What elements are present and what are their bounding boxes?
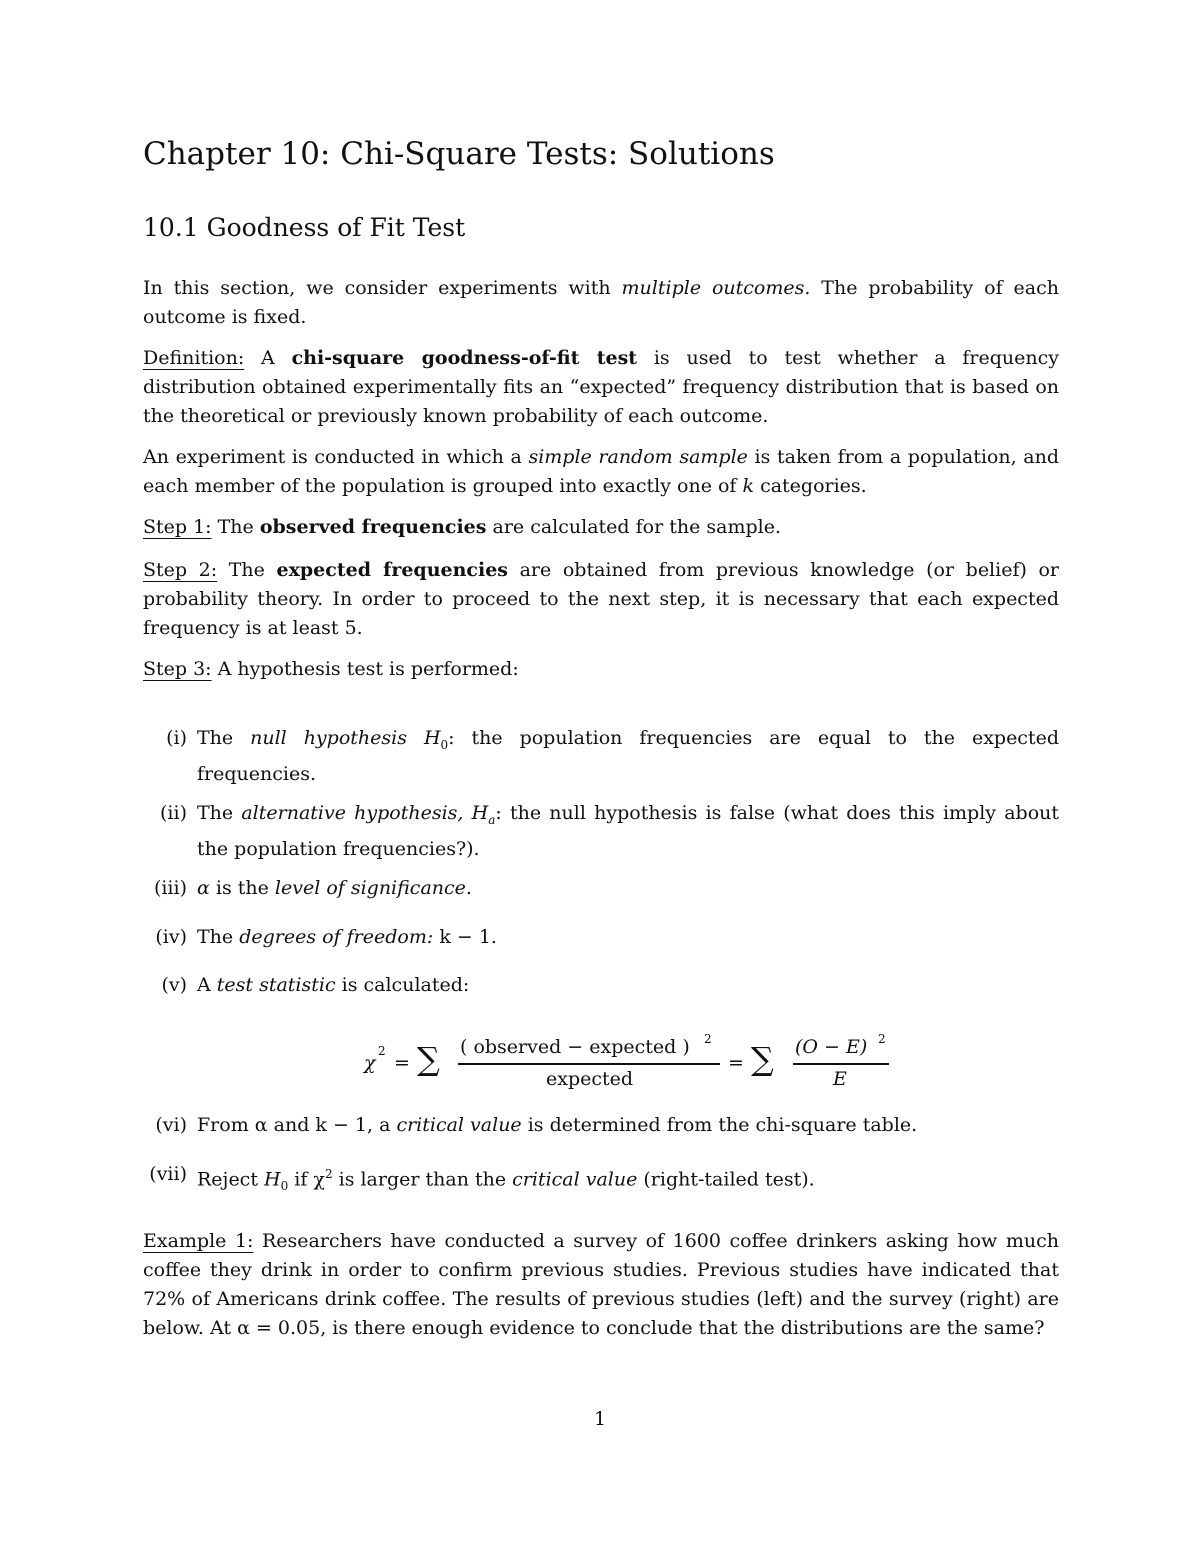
experiment-paragraph: An experiment is conducted in which a simple random sample is taken from a population, and each member of the population is grouped into exactly one of k categories. bbox=[143, 446, 1060, 497]
example1-paragraph: Example 1: Researchers have conducted a survey of 1600 coffee drinkers asking how much coffee they drink in order to confirm previous studies. Previous studies have indicated that 72% of Americans drink coffee. The results of previous studies (left) and the survey (right) are below. At α = 0.05, is there enough evidence to conclude that the distributions are the same? bbox=[143, 1230, 1059, 1339]
step3-label: Step 3: bbox=[143, 658, 212, 680]
step2-label: Step 2: bbox=[143, 559, 218, 581]
step2-paragraph: Step 2: The expected frequencies are obtained from previous knowledge (or belief) or probability theory. In order to proceed to the next step, it is necessary that each expected frequency is at least 5. bbox=[143, 559, 1060, 639]
page-title: Chapter 10: Chi-Square Tests: Solutions bbox=[143, 136, 775, 172]
example1-label: Example 1: bbox=[143, 1230, 254, 1252]
chi-symbol: χ bbox=[364, 1052, 376, 1074]
chi-square-formula: χ 2 = ∑ ( observed − expected ) 2 expected = ∑ (O − E) 2 E bbox=[364, 1030, 904, 1100]
section-heading: 10.1 Goodness of Fit Test bbox=[143, 213, 466, 242]
fraction-bar bbox=[793, 1063, 889, 1065]
step3-paragraph: Step 3: A hypothesis test is performed: bbox=[143, 658, 519, 680]
definition-paragraph: Definition: A chi-square goodness-of-fit test is used to test whether a frequency distribution obtained experimentally fits an “expected” frequency distribution that is based on the theoretical or previously known probability of each outcome. bbox=[143, 347, 1059, 427]
document-page: Chapter 10: Chi-Square Tests: Solutions 10.1 Goodness of Fit Test In this section, we consider experiments with multiple outcomes. The probability of each outcome is fixed. Definition: A chi-square goodness-of-fit test is used to test whether a frequency distribution obtained experimentally fits an “expected” frequency distribution that is based on the theoretical or previously known probability of each outcome. An experiment is conducted in which a simple random sample is taken from a population, and each member of the population is grouped into exactly one of k categories. Step 1: The observed frequencies are calculated for the sample. Step 2: The expected frequencies are obtained from previous knowledge (or belief) or probability theory. In order to proceed to the next step, it is necessary that each expected frequency is at least 5. Step 3: A hypothesis test is performed: (i) The null hypothesis $H_0$: the population frequencies are equal to the expected frequencies. (ii) The alternative hypothesis, $H_a$: the null hypothesis is false (what does this imply about the population frequencies?). (iii) α is the level of significance. (iv) The degrees of freedom: k − 1. (v) A test statistic is calculated: (vi) From α and k − 1, a critical value is determined from the chi-square table. (vii) Reject $H_0$ if $\chi^2$ is larger than the critical value (right-tailed test). χ 2 = ∑ ( observed − expected ) 2 expected = ∑ (O − E) 2 E Example 1: Researchers have conducted a survey of 1600 coffee drinkers asking how much coffee they drink in order to confirm previous studies. Previous studies have indicated that 72% of Americans drink coffee. The results of previous studies (left) and the survey (right) are below. At α = 0.05, is there enough evidence to conclude that the distributions are the same? 1 bbox=[143, 136, 1060, 1430]
page-number: 1 bbox=[593, 1408, 607, 1430]
definition-label: Definition: bbox=[143, 347, 245, 369]
fraction-bar bbox=[458, 1063, 720, 1065]
step1-label: Step 1: bbox=[143, 516, 212, 538]
sigma-icon: ∑ bbox=[417, 1040, 440, 1078]
intro-paragraph: In this section, we consider experiments with multiple outcomes. The probability of each outcome is fixed. bbox=[143, 277, 1059, 328]
step1-paragraph: Step 1: The observed frequencies are calculated for the sample. bbox=[143, 516, 781, 538]
sigma-icon: ∑ bbox=[751, 1040, 774, 1078]
definition-term: chi-square goodness-of-fit test bbox=[291, 347, 638, 369]
